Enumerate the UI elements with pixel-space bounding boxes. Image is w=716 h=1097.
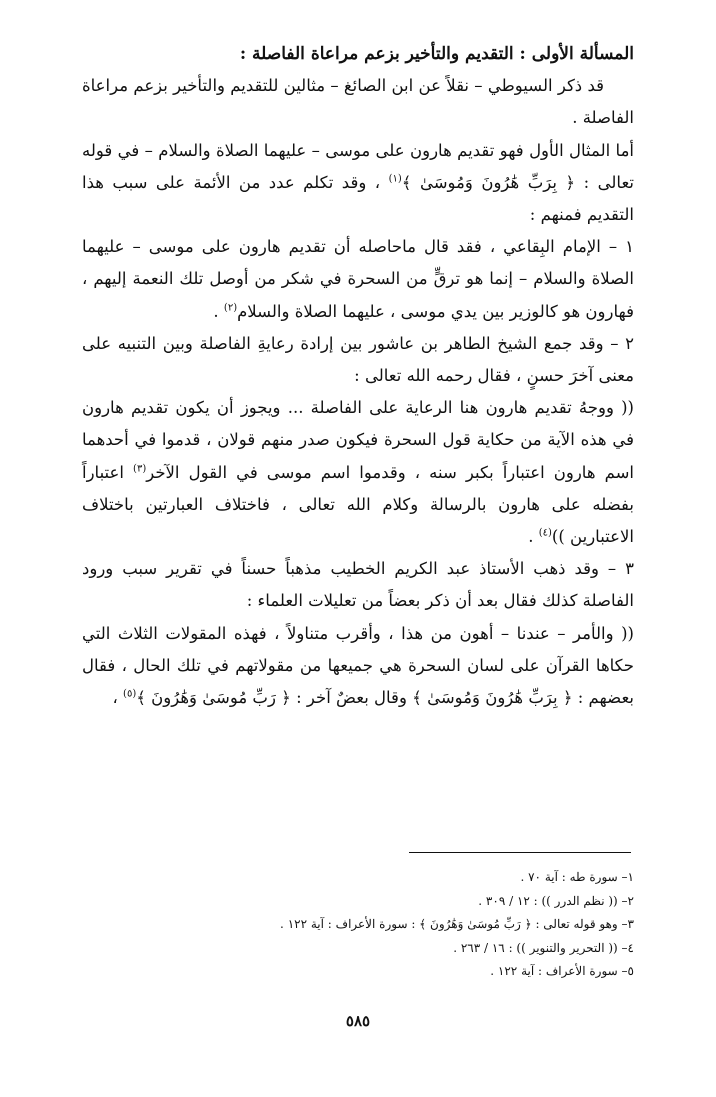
item-2-quote-text-2: اعتباراً بفضله على هارون بالرسالة وكلام الله تعالى ، فاختلاف العبارتين باختلاف الاعتبارين )) <box>82 462 634 547</box>
example-paragraph <box>82 135 634 232</box>
footnote-separator <box>409 852 631 853</box>
item-3-quote <box>82 618 634 715</box>
footnote-2: ٢– (( نظم الدرر )) : ١٢ / ٣٠٩ . <box>478 893 634 908</box>
footnote-4: ٤– (( التحرير والتنوير )) : ١٦ / ٢٦٣ . <box>453 940 634 955</box>
example-text-2: ، وقد تكلم عدد من الأئمة على سبب هذا التقديم فمنهم : <box>82 172 634 225</box>
example-text-1: أما المثال الأول فهو تقديم هارون على موسى – عليهما الصلاة والسلام – في قوله تعالى : ﴿ بِرَبِّ هَٰرُونَ وَمُوسَىٰ ﴾ <box>82 140 634 192</box>
item-1-paragraph <box>82 231 634 328</box>
footnote-ref-4: (٤) <box>538 527 552 539</box>
footnote-ref-1: (١) <box>388 173 402 185</box>
item-3-quote-text: (( والأمر – عندنا – أهون من هذا ، وأقرب متناولاً ، فهذه المقولات الثلاث التي حكاها القرآن على لسان السحرة هي جميعها من مقولاتهم في تلك الحال ، فقال بعضهم : ﴿ بِرَبِّ هَٰرُونَ وَمُوسَىٰ ﴾ وقال بعضٌ آخر : ﴿ رَبِّ مُوسَىٰ وَهَٰرُونَ ﴾ <box>82 623 634 708</box>
footnote-3: ٣– وهو قوله تعالى : ﴿ رَبِّ مُوسَىٰ وَهَٰرُونَ ﴾ : سورة الأعراف : آية ١٢٢ . <box>280 917 634 931</box>
main-text <box>82 38 634 714</box>
footnote-1: ١– سورة طه : آية ٧٠ . <box>520 870 634 884</box>
item-1-text: ١ – الإمام البِقاعي ، فقد قال ماحاصله أن تقديم هارون على موسى – عليهما الصلاة والسلام – إنما هو ترقٍّ من السحرة في شكر من أوصل تلك النعمة إليهم ، فهارون هو كالوزير بين يدي موسى ، عليهما الصلاة والسلام <box>82 237 634 321</box>
footnote-ref-3: (٣) <box>133 463 147 475</box>
section-heading: المسألة الأولى : التقديم والتأخير بزعم مراعاة الفاصلة : <box>239 44 634 64</box>
item-2-paragraph: ٢ – وقد جمع الشيخ الطاهر بن عاشور بين إرادة رعايةِ الفاصلة وبين التنبيه على معنى آخرَ حسنٍ ، فقال رحمه الله تعالى : <box>82 333 634 386</box>
footnote-ref-5: (٥) <box>123 688 137 700</box>
item-2-quote-text-1: (( ووجهُ تقديم هارون هنا الرعاية على الفاصلة ... ويجوز أن يكون تقديم هارون في هذه الآية من حكاية قول السحرة فيكون صدر منهم قولان ، قدموا في أحدهما اسم هارون اعتباراً بكبر سنه ، وقدموا اسم موسى في القول الآخر <box>82 398 634 482</box>
item-1-end: . <box>213 301 224 321</box>
page-number: ٥٨٥ <box>345 1012 371 1030</box>
footnote-5: ٥– سورة الأعراف : آية ١٢٢ . <box>490 964 634 978</box>
footnotes <box>200 866 634 984</box>
item-3-quote-end: ، <box>112 688 124 708</box>
intro-paragraph: قد ذكر السيوطي – نقلاً عن ابن الصائغ – مثالين للتقديم والتأخير بزعم مراعاة الفاصلة . <box>82 76 634 128</box>
item-3-paragraph: ٣ – وقد ذهب الأستاذ عبد الكريم الخطيب مذهباً حسناً في تقرير سبب ورود الفاصلة كذلك فقال بعد أن ذكر بعضاً من تعليلات العلماء : <box>82 559 634 611</box>
footnote-ref-2: (٢) <box>223 302 238 314</box>
item-2-quote-end: . <box>528 527 539 547</box>
item-2-quote <box>82 392 634 553</box>
